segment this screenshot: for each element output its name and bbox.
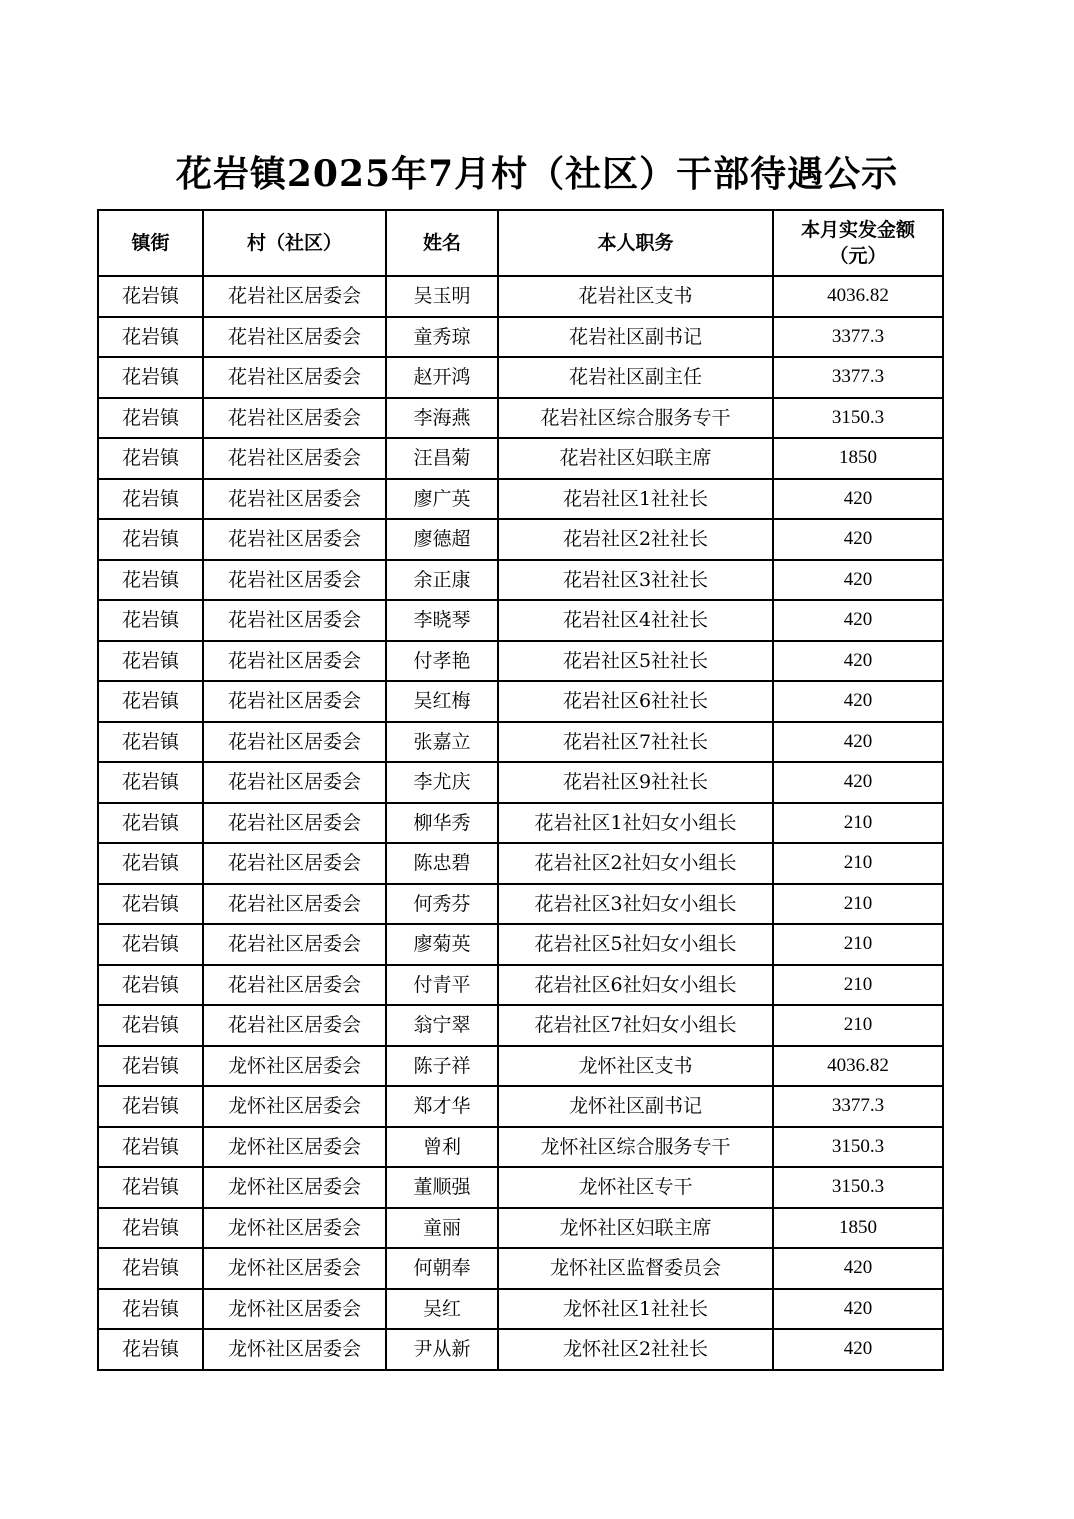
cell-position: 龙怀社区妇联主席 bbox=[498, 1208, 773, 1249]
cell-name: 廖菊英 bbox=[386, 924, 498, 965]
cell-amount: 3377.3 bbox=[773, 1086, 943, 1127]
cell-town: 花岩镇 bbox=[98, 276, 203, 317]
table-row bbox=[98, 1329, 943, 1370]
cell-community: 花岩社区居委会 bbox=[203, 843, 386, 884]
cell-position: 花岩社区2社妇女小组长 bbox=[498, 843, 773, 884]
cell-position: 龙怀社区1社社长 bbox=[498, 1289, 773, 1330]
cell-name: 张嘉立 bbox=[386, 722, 498, 763]
cell-amount: 1850 bbox=[773, 1208, 943, 1249]
cell-community: 花岩社区居委会 bbox=[203, 762, 386, 803]
cell-amount: 4036.82 bbox=[773, 276, 943, 317]
header-amount-line1: 本月实发金额 bbox=[800, 219, 915, 241]
cell-town: 花岩镇 bbox=[98, 1248, 203, 1289]
cell-community: 龙怀社区居委会 bbox=[203, 1329, 386, 1370]
cell-town: 花岩镇 bbox=[98, 803, 203, 844]
cell-town: 花岩镇 bbox=[98, 1329, 203, 1370]
table-row bbox=[98, 1046, 943, 1087]
cell-town: 花岩镇 bbox=[98, 1005, 203, 1046]
header-community: 村（社区） bbox=[203, 210, 386, 276]
cell-community: 花岩社区居委会 bbox=[203, 317, 386, 358]
cell-amount: 3150.3 bbox=[773, 1167, 943, 1208]
cell-position: 龙怀社区综合服务专干 bbox=[498, 1127, 773, 1168]
cell-amount: 420 bbox=[773, 600, 943, 641]
cell-position: 龙怀社区副书记 bbox=[498, 1086, 773, 1127]
cell-name: 柳华秀 bbox=[386, 803, 498, 844]
cell-town: 花岩镇 bbox=[98, 1208, 203, 1249]
cell-community: 龙怀社区居委会 bbox=[203, 1167, 386, 1208]
cell-name: 付孝艳 bbox=[386, 641, 498, 682]
cell-name: 陈子祥 bbox=[386, 1046, 498, 1087]
cell-amount: 420 bbox=[773, 722, 943, 763]
table-header-row bbox=[98, 210, 943, 276]
table-row bbox=[98, 600, 943, 641]
cell-town: 花岩镇 bbox=[98, 641, 203, 682]
cell-amount: 3377.3 bbox=[773, 317, 943, 358]
cell-town: 花岩镇 bbox=[98, 681, 203, 722]
cell-position: 花岩社区5社社长 bbox=[498, 641, 773, 682]
cell-community: 花岩社区居委会 bbox=[203, 924, 386, 965]
cell-town: 花岩镇 bbox=[98, 1086, 203, 1127]
cell-amount: 210 bbox=[773, 1005, 943, 1046]
cell-town: 花岩镇 bbox=[98, 1127, 203, 1168]
cell-community: 龙怀社区居委会 bbox=[203, 1208, 386, 1249]
cell-name: 曾利 bbox=[386, 1127, 498, 1168]
table-row bbox=[98, 1289, 943, 1330]
cell-amount: 3150.3 bbox=[773, 398, 943, 439]
cell-position: 花岩社区副主任 bbox=[498, 357, 773, 398]
cell-position: 花岩社区2社社长 bbox=[498, 519, 773, 560]
cell-name: 赵开鸿 bbox=[386, 357, 498, 398]
cell-name: 郑才华 bbox=[386, 1086, 498, 1127]
cell-name: 吴红 bbox=[386, 1289, 498, 1330]
cell-position: 花岩社区7社社长 bbox=[498, 722, 773, 763]
page-title: 花岩镇2025年7月村（社区）干部待遇公示 bbox=[175, 153, 899, 195]
cell-town: 花岩镇 bbox=[98, 600, 203, 641]
cell-town: 花岩镇 bbox=[98, 479, 203, 520]
cell-name: 李尤庆 bbox=[386, 762, 498, 803]
cell-community: 花岩社区居委会 bbox=[203, 600, 386, 641]
cell-amount: 420 bbox=[773, 1289, 943, 1330]
cell-position: 花岩社区3社妇女小组长 bbox=[498, 884, 773, 925]
cell-position: 花岩社区支书 bbox=[498, 276, 773, 317]
cell-town: 花岩镇 bbox=[98, 519, 203, 560]
cell-town: 花岩镇 bbox=[98, 884, 203, 925]
cell-amount: 420 bbox=[773, 641, 943, 682]
cell-position: 龙怀社区支书 bbox=[498, 1046, 773, 1087]
table-row bbox=[98, 1086, 943, 1127]
table-row bbox=[98, 1167, 943, 1208]
cell-community: 花岩社区居委会 bbox=[203, 641, 386, 682]
cell-amount: 420 bbox=[773, 519, 943, 560]
cell-amount: 420 bbox=[773, 1329, 943, 1370]
cell-community: 龙怀社区居委会 bbox=[203, 1086, 386, 1127]
cell-town: 花岩镇 bbox=[98, 1167, 203, 1208]
cell-community: 花岩社区居委会 bbox=[203, 560, 386, 601]
header-amount-line2: （元） bbox=[829, 245, 887, 267]
cell-position: 花岩社区综合服务专干 bbox=[498, 398, 773, 439]
cell-amount: 210 bbox=[773, 965, 943, 1006]
cell-position: 花岩社区1社妇女小组长 bbox=[498, 803, 773, 844]
cell-amount: 210 bbox=[773, 884, 943, 925]
cell-name: 翁宁翠 bbox=[386, 1005, 498, 1046]
cell-community: 花岩社区居委会 bbox=[203, 357, 386, 398]
cell-name: 余正康 bbox=[386, 560, 498, 601]
table-row bbox=[98, 1127, 943, 1168]
cell-name: 童秀琼 bbox=[386, 317, 498, 358]
table-row bbox=[98, 398, 943, 439]
cell-position: 花岩社区6社社长 bbox=[498, 681, 773, 722]
cell-amount: 420 bbox=[773, 681, 943, 722]
cell-community: 花岩社区居委会 bbox=[203, 722, 386, 763]
cell-town: 花岩镇 bbox=[98, 1046, 203, 1087]
cell-amount: 420 bbox=[773, 1248, 943, 1289]
cell-name: 董顺强 bbox=[386, 1167, 498, 1208]
cell-town: 花岩镇 bbox=[98, 560, 203, 601]
cell-amount: 4036.82 bbox=[773, 1046, 943, 1087]
cell-position: 花岩社区6社妇女小组长 bbox=[498, 965, 773, 1006]
table-row bbox=[98, 357, 943, 398]
table-row bbox=[98, 924, 943, 965]
cell-town: 花岩镇 bbox=[98, 722, 203, 763]
cell-position: 龙怀社区专干 bbox=[498, 1167, 773, 1208]
header-town: 镇街 bbox=[98, 210, 203, 276]
cell-name: 李海燕 bbox=[386, 398, 498, 439]
cell-position: 花岩社区5社妇女小组长 bbox=[498, 924, 773, 965]
cell-position: 花岩社区副书记 bbox=[498, 317, 773, 358]
table-row bbox=[98, 843, 943, 884]
cell-community: 花岩社区居委会 bbox=[203, 479, 386, 520]
table-row bbox=[98, 1248, 943, 1289]
cell-position: 花岩社区3社社长 bbox=[498, 560, 773, 601]
cell-community: 花岩社区居委会 bbox=[203, 803, 386, 844]
cell-community: 龙怀社区居委会 bbox=[203, 1046, 386, 1087]
cell-amount: 3377.3 bbox=[773, 357, 943, 398]
cell-town: 花岩镇 bbox=[98, 762, 203, 803]
cell-community: 龙怀社区居委会 bbox=[203, 1248, 386, 1289]
cell-town: 花岩镇 bbox=[98, 1289, 203, 1330]
cell-community: 龙怀社区居委会 bbox=[203, 1127, 386, 1168]
cell-town: 花岩镇 bbox=[98, 438, 203, 479]
cell-position: 龙怀社区2社社长 bbox=[498, 1329, 773, 1370]
table-row bbox=[98, 1005, 943, 1046]
cell-community: 花岩社区居委会 bbox=[203, 438, 386, 479]
cell-community: 花岩社区居委会 bbox=[203, 965, 386, 1006]
cell-name: 汪昌菊 bbox=[386, 438, 498, 479]
cell-town: 花岩镇 bbox=[98, 357, 203, 398]
table-row bbox=[98, 965, 943, 1006]
table-row bbox=[98, 803, 943, 844]
cell-position: 花岩社区1社社长 bbox=[498, 479, 773, 520]
cell-position: 花岩社区9社社长 bbox=[498, 762, 773, 803]
cell-name: 廖广英 bbox=[386, 479, 498, 520]
cell-amount: 3150.3 bbox=[773, 1127, 943, 1168]
cell-name: 陈忠碧 bbox=[386, 843, 498, 884]
cell-amount: 210 bbox=[773, 843, 943, 884]
cell-community: 花岩社区居委会 bbox=[203, 519, 386, 560]
cell-town: 花岩镇 bbox=[98, 398, 203, 439]
cell-amount: 1850 bbox=[773, 438, 943, 479]
cadre-compensation-table bbox=[97, 209, 944, 1371]
cell-position: 花岩社区4社社长 bbox=[498, 600, 773, 641]
table-row bbox=[98, 641, 943, 682]
cell-amount: 210 bbox=[773, 924, 943, 965]
cell-community: 花岩社区居委会 bbox=[203, 276, 386, 317]
cell-town: 花岩镇 bbox=[98, 843, 203, 884]
header-amount bbox=[773, 210, 943, 276]
table-row bbox=[98, 681, 943, 722]
cell-community: 花岩社区居委会 bbox=[203, 398, 386, 439]
table-row bbox=[98, 479, 943, 520]
table-row bbox=[98, 722, 943, 763]
cell-name: 何朝奉 bbox=[386, 1248, 498, 1289]
table-row bbox=[98, 317, 943, 358]
table-row bbox=[98, 884, 943, 925]
cell-amount: 420 bbox=[773, 479, 943, 520]
table-body bbox=[98, 276, 943, 1370]
cell-community: 花岩社区居委会 bbox=[203, 1005, 386, 1046]
cell-community: 花岩社区居委会 bbox=[203, 884, 386, 925]
cell-amount: 210 bbox=[773, 803, 943, 844]
cell-position: 龙怀社区监督委员会 bbox=[498, 1248, 773, 1289]
table-row bbox=[98, 276, 943, 317]
table-row bbox=[98, 438, 943, 479]
cell-name: 童丽 bbox=[386, 1208, 498, 1249]
table-row bbox=[98, 1208, 943, 1249]
cell-town: 花岩镇 bbox=[98, 317, 203, 358]
cell-name: 何秀芬 bbox=[386, 884, 498, 925]
cell-name: 尹从新 bbox=[386, 1329, 498, 1370]
header-position: 本人职务 bbox=[498, 210, 773, 276]
cell-name: 吴玉明 bbox=[386, 276, 498, 317]
cell-name: 廖德超 bbox=[386, 519, 498, 560]
cell-name: 吴红梅 bbox=[386, 681, 498, 722]
cell-town: 花岩镇 bbox=[98, 924, 203, 965]
table-row bbox=[98, 560, 943, 601]
cell-amount: 420 bbox=[773, 762, 943, 803]
header-name: 姓名 bbox=[386, 210, 498, 276]
table-row bbox=[98, 519, 943, 560]
cell-position: 花岩社区7社妇女小组长 bbox=[498, 1005, 773, 1046]
cell-position: 花岩社区妇联主席 bbox=[498, 438, 773, 479]
cell-name: 李晓琴 bbox=[386, 600, 498, 641]
cell-town: 花岩镇 bbox=[98, 965, 203, 1006]
cell-community: 花岩社区居委会 bbox=[203, 681, 386, 722]
cell-amount: 420 bbox=[773, 560, 943, 601]
cell-community: 龙怀社区居委会 bbox=[203, 1289, 386, 1330]
cell-name: 付青平 bbox=[386, 965, 498, 1006]
table-row bbox=[98, 762, 943, 803]
